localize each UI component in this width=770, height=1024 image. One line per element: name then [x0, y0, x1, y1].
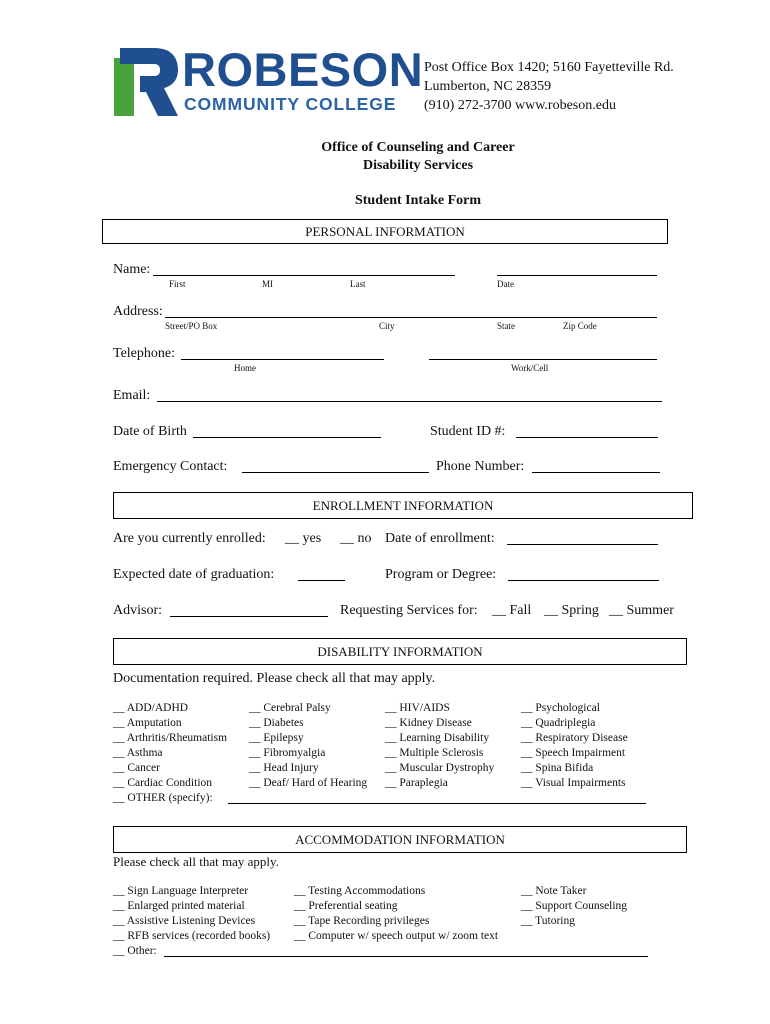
disability-other-field[interactable] [228, 803, 646, 804]
accommodation-checkbox-item[interactable]: __ Enlarged printed material [113, 900, 245, 912]
accommodation-other-label: __ Other: [113, 945, 157, 957]
emergency-contact-field[interactable] [242, 472, 429, 473]
summer-option[interactable]: __ Summer [609, 603, 674, 618]
telephone-label: Telephone: [113, 346, 175, 361]
program-label: Program or Degree: [385, 567, 497, 582]
date-field[interactable] [497, 275, 657, 276]
disability-checkbox-item[interactable]: __ ADD/ADHD [113, 702, 189, 714]
enrollment-info-header: ENROLLMENT INFORMATION [113, 492, 693, 519]
disability-checkbox-item[interactable]: __ Quadriplegia [521, 717, 596, 729]
caption-first: First [169, 279, 186, 289]
spring-option[interactable]: __ Spring [544, 603, 599, 618]
office-title: Office of Counseling and Career [321, 140, 515, 155]
disability-checkbox-item[interactable]: __ Respiratory Disease [521, 732, 628, 744]
accommodation-checkbox-item[interactable]: __ Preferential seating [294, 900, 398, 912]
disability-checkbox-item[interactable]: __ Paraplegia [385, 777, 448, 789]
phone-number-field[interactable] [532, 472, 660, 473]
disability-checkbox-item[interactable]: __ Learning Disability [385, 732, 490, 744]
accommodation-checkbox-item[interactable]: __ Tape Recording privileges [294, 915, 430, 927]
accommodation-other-field[interactable] [164, 956, 648, 957]
graduation-label: Expected date of graduation: [113, 567, 275, 582]
name-field[interactable] [153, 275, 455, 276]
address-line-2: Lumberton, NC 28359 [424, 79, 552, 94]
accommodation-checkbox-item[interactable]: __ RFB services (recorded books) [113, 930, 271, 942]
address-field[interactable] [165, 317, 657, 318]
enrollment-date-label: Date of enrollment: [385, 531, 495, 546]
accommodation-checkbox-item[interactable]: __ Sign Language Interpreter [113, 885, 249, 897]
disability-checkbox-item[interactable]: __ Speech Impairment [521, 747, 626, 759]
disability-other-label: __ OTHER (specify): [113, 792, 213, 804]
work-phone-field[interactable] [429, 359, 657, 360]
disability-checkbox-item[interactable]: __ Cancer [113, 762, 160, 774]
disability-checkbox-item[interactable]: __ Fibromyalgia [249, 747, 326, 759]
email-label: Email: [113, 388, 151, 403]
disability-checkbox-item[interactable]: __ Amputation [113, 717, 182, 729]
disability-checkbox-item[interactable]: __ Cardiac Condition [113, 777, 213, 789]
disability-checkbox-item[interactable]: __ Muscular Dystrophy [385, 762, 495, 774]
program-field[interactable] [508, 580, 659, 581]
enrolled-no-option[interactable]: __ no [340, 531, 372, 546]
disability-checkbox-item[interactable]: __ Multiple Sclerosis [385, 747, 484, 759]
enrolled-yes-option[interactable]: __ yes [285, 531, 322, 546]
address-line-3: (910) 272-3700 www.robeson.edu [424, 98, 616, 113]
disability-checkbox-item[interactable]: __ Asthma [113, 747, 163, 759]
logo-subtitle: COMMUNITY COLLEGE [184, 94, 397, 114]
department-title: Disability Services [362, 158, 474, 173]
accommodation-checkbox-item[interactable]: __ Assistive Listening Devices [113, 915, 256, 927]
address-line-1: Post Office Box 1420; 5160 Fayetteville Rd. [424, 60, 674, 75]
disability-checkbox-item[interactable]: __ Head Injury [249, 762, 319, 774]
logo-name: ROBESON [182, 43, 424, 96]
accommodation-checkbox-item[interactable]: __ Computer w/ speech output w/ zoom text [294, 930, 499, 942]
disability-checkbox-item[interactable]: __ Psychological [521, 702, 600, 714]
emergency-contact-label: Emergency Contact: [113, 459, 228, 474]
disability-checkbox-item[interactable]: __ Visual Impairments [521, 777, 626, 789]
dob-field[interactable] [193, 437, 381, 438]
accommodation-info-header: ACCOMMODATION INFORMATION [113, 826, 687, 853]
student-id-label: Student ID #: [430, 424, 506, 439]
r-logo-icon [114, 48, 178, 116]
student-id-field[interactable] [516, 437, 658, 438]
personal-info-header: PERSONAL INFORMATION [102, 219, 668, 244]
caption-city: City [379, 321, 395, 331]
address-label: Address: [113, 304, 163, 319]
disability-checkbox-item[interactable]: __ HIV/AIDS [385, 702, 450, 714]
disability-checkbox-item[interactable]: __ Diabetes [249, 717, 304, 729]
caption-mi: MI [262, 279, 273, 289]
disability-checkbox-item[interactable]: __ Kidney Disease [385, 717, 472, 729]
caption-date: Date [497, 279, 514, 289]
disability-info-header: DISABILITY INFORMATION [113, 638, 687, 665]
accommodation-checkbox-item[interactable]: __ Support Counseling [521, 900, 628, 912]
advisor-label: Advisor: [113, 603, 162, 618]
caption-work: Work/Cell [511, 363, 549, 373]
dob-label: Date of Birth [113, 424, 187, 439]
accommodation-intro: Please check all that may apply. [113, 854, 279, 869]
requesting-label: Requesting Services for: [340, 603, 478, 618]
caption-home: Home [234, 363, 256, 373]
graduation-field[interactable] [298, 580, 345, 581]
home-phone-field[interactable] [181, 359, 384, 360]
accommodation-checkbox-item[interactable]: __ Note Taker [521, 885, 587, 897]
fall-option[interactable]: __ Fall [492, 603, 532, 618]
name-label: Name: [113, 262, 151, 277]
disability-checkbox-item[interactable]: __ Arthritis/Rheumatism [113, 732, 228, 744]
form-title: Student Intake Form [354, 193, 481, 208]
caption-street: Street/PO Box [165, 321, 218, 331]
accommodation-checkbox-item[interactable]: __ Tutoring [521, 915, 576, 927]
email-field[interactable] [157, 401, 662, 402]
phone-number-label: Phone Number: [436, 459, 525, 474]
advisor-field[interactable] [170, 616, 328, 617]
enrolled-question: Are you currently enrolled: [113, 531, 266, 546]
disability-checkbox-item[interactable]: __ Spina Bifida [521, 762, 594, 774]
enrollment-date-field[interactable] [507, 544, 658, 545]
disability-checkbox-item[interactable]: __ Epilepsy [249, 732, 304, 744]
caption-last: Last [350, 279, 366, 289]
caption-state: State [497, 321, 515, 331]
accommodation-checkbox-item[interactable]: __ Testing Accommodations [294, 885, 426, 897]
disability-checkbox-item[interactable]: __ Deaf/ Hard of Hearing [249, 777, 368, 789]
disability-checkbox-item[interactable]: __ Cerebral Palsy [249, 702, 331, 714]
disability-intro: Documentation required. Please check all that may apply. [113, 671, 436, 686]
caption-zip: Zip Code [563, 321, 597, 331]
